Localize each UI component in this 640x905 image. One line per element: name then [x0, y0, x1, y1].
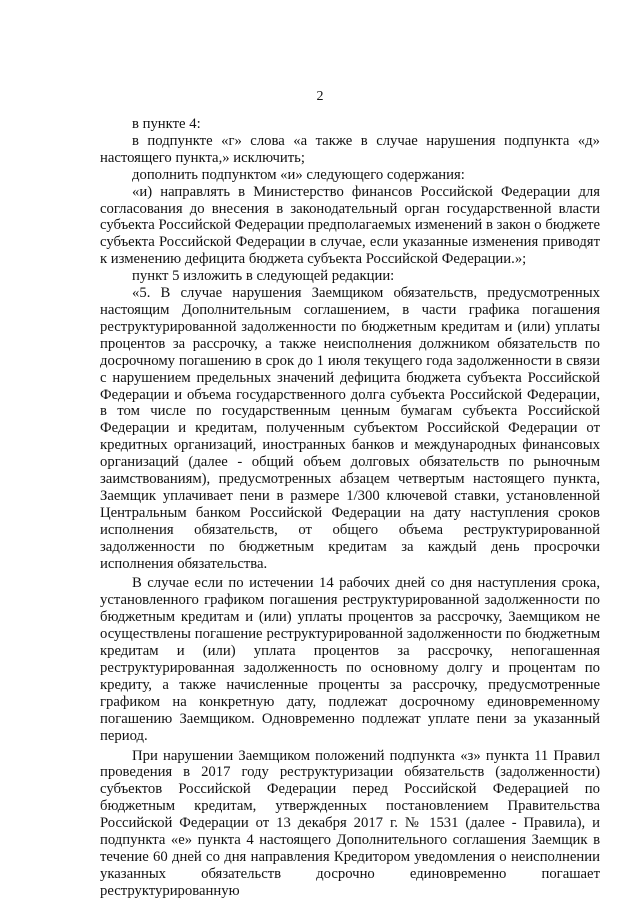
page-number: 2 [316, 89, 324, 104]
paragraph-rules-violation: При нарушении Заемщиком положений подпункта «з» пункта 11 Правил проведения в 2017 году реструктуризации обязательств (задолженности) субъектов Российской Федерации перед Российской Федерацией по бюджетным кредитам, утвержденных постановлением Правительства Российской Федерации от 13 декабря 2017 г. № 1531 (далее - Правила), и подпункта «е» пункта 4 настоящего Дополнительного соглашения Заемщик в течение 60 дней со дня направления Кредитором уведомления о неисполнении указанных обязательств досрочно единовременно погашает реструктурированную [100, 747, 600, 899]
paragraph-add-subitem-i: дополнить подпунктом «и» следующего содержания: [132, 166, 465, 183]
paragraph-item-5-text: «5. В случае нарушения Заемщиком обязательств, предусмотренных настоящим Дополнительным соглашением, в части графика погашения реструктурированной задолженности по бюджетным кредитам и (или) уплаты процентов за рассрочку, а также неисполнения должником обязательств по досрочному погашению в срок до 1 июля текущего года задолженности в связи с нарушением предельных значений дефицита бюджета субъекта Российской Федерации и объема государственного долга субъекта Российской Федерации, в том числе по государственным ценным бумагам субъекта Российской Федерации и кредитам, полученным субъектом Российской Федерации от кредитных организаций, иностранных банков и международных финансовых организаций (далее - общий объем долговых обязательств по рыночным заимствованиям), предусмотренных абзацем четвертым настоящего пункта, Заемщик уплачивает пени в размере 1/300 ключевой ставки, установленной Центральным банком Российской Федерации на дату наступления сроков исполнения обязательств, от общего объема реструктурированной задолженности по бюджетным кредитам за каждый день просрочки исполнения обязательства. [100, 285, 600, 572]
paragraph-item-5-header: пункт 5 изложить в следующей редакции: [132, 268, 395, 285]
paragraph-item-4-header: в пункте 4: [132, 116, 201, 132]
document-body [100, 116, 600, 900]
paragraph-subitem-i-text: «и) направлять в Министерство финансов Российской Федерации для согласования до внесения в законодательный орган государственной власти субъекта Российской Федерации предполагаемых изменений в закон о бюджете субъекта Российской Федерации в случае, если указанные изменения приводят к изменению дефицита бюджета субъекта Российской Федерации.»; [100, 183, 600, 268]
paragraph-overdue-repayment: В случае если по истечении 14 рабочих дней со дня наступления срока, установленного графиком погашения реструктурированной задолженности по бюджетным кредитам и (или) уплаты процентов за рассрочку, Заемщиком не осуществлены погашение реструктурированной задолженности по бюджетным кредитам и (или) уплата процентов за рассрочку, непогашенная реструктурированная задолженность по основному долгу и процентам по кредиту, а также начисленные проценты за рассрочку, предусмотренные графиком на конкретную дату, подлежат досрочному единовременному погашению Заемщиком. Одновременно подлежат уплате пени за указанный период. [100, 575, 600, 744]
paragraph-subitem-g-amendment: в подпункте «г» слова «а также в случае нарушения подпункта «д» настоящего пункта,» исключить; [100, 132, 600, 166]
